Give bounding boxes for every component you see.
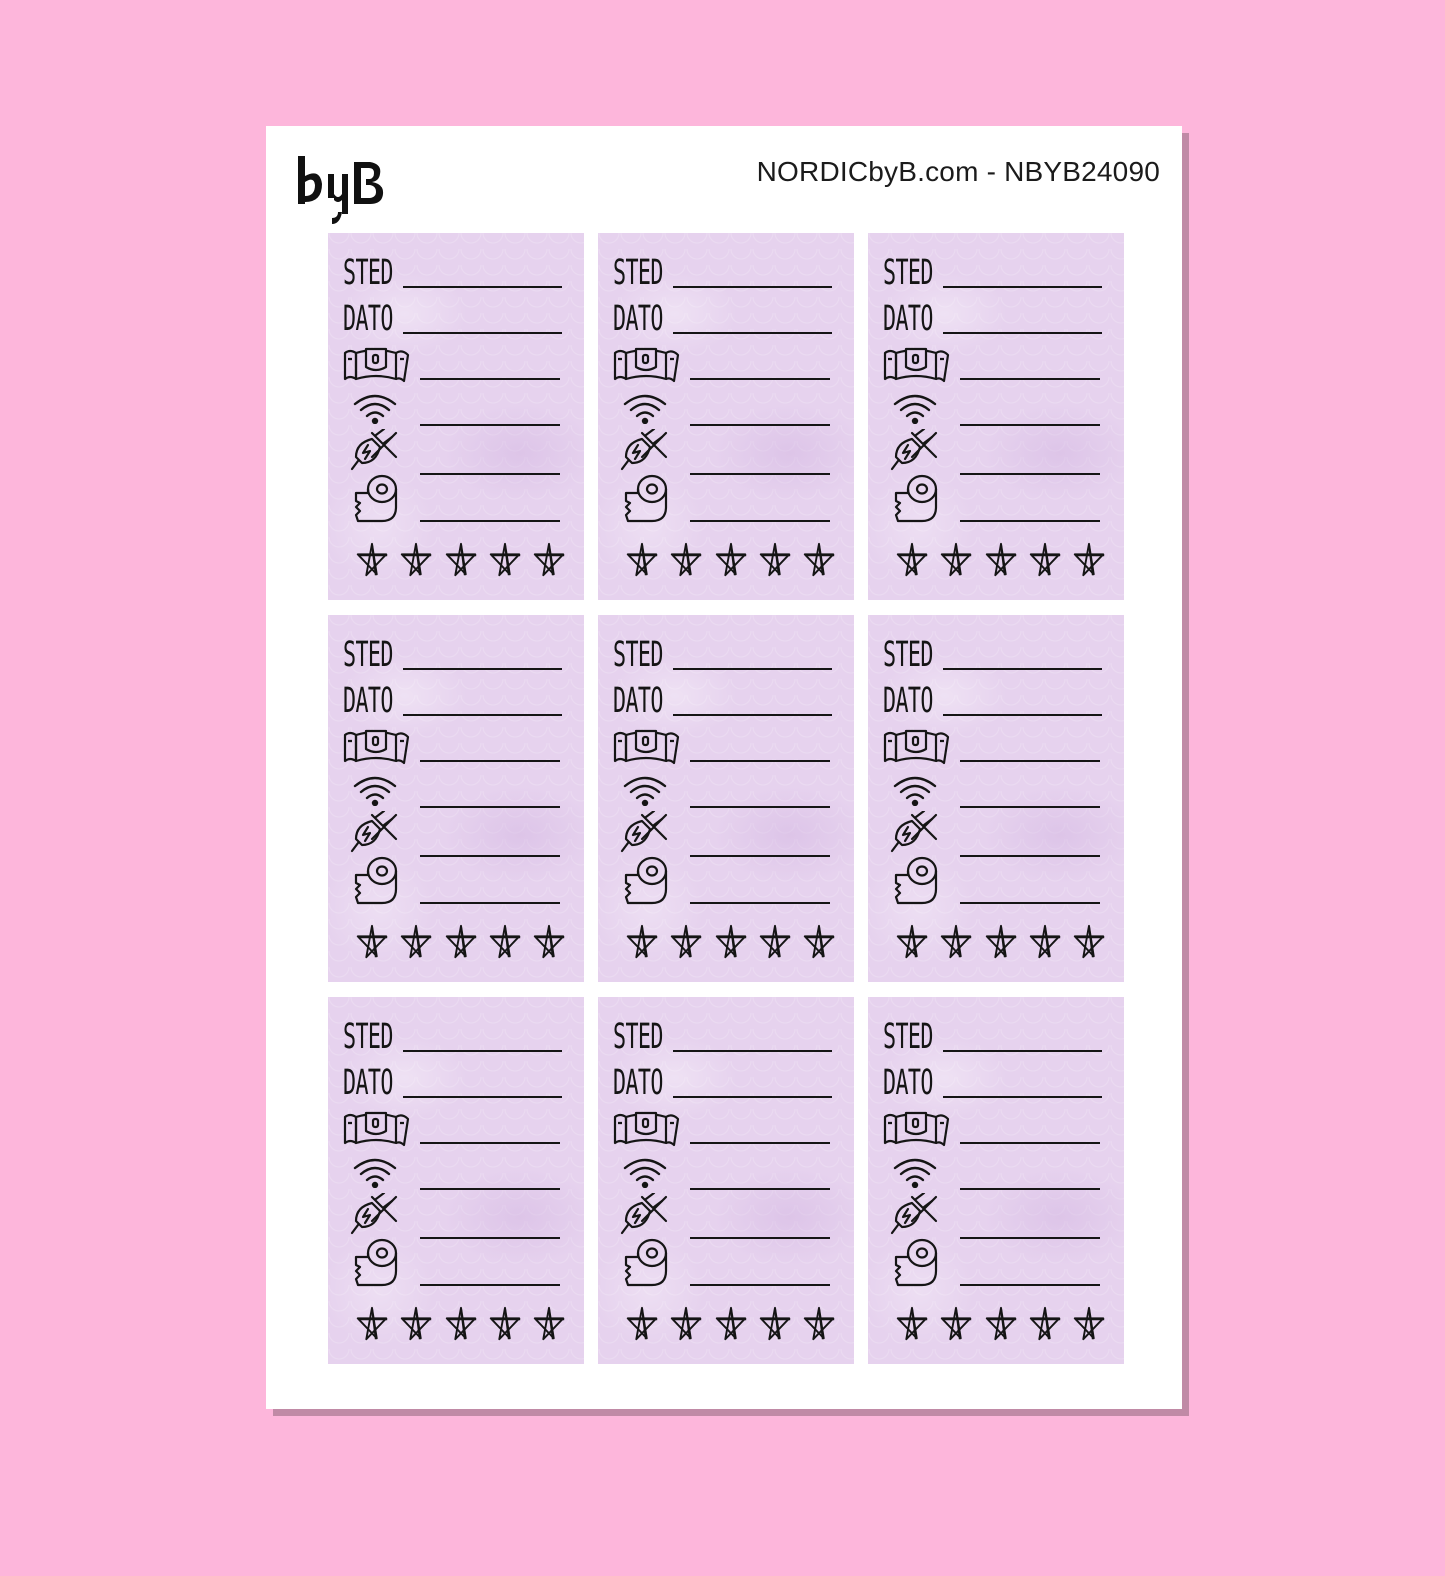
byb-logo: [296, 154, 388, 228]
power-plug-icon: [620, 429, 668, 471]
star-icon: [800, 1305, 838, 1343]
star-icon: [937, 541, 975, 579]
power-plug-icon: [620, 1193, 668, 1235]
sticker-card-1: [328, 233, 584, 600]
money-icon: [342, 727, 410, 767]
star-icon: [353, 1305, 391, 1343]
date-label: DATO: [343, 681, 393, 721]
sticker-card-2: [598, 233, 854, 600]
money-line: [420, 378, 560, 380]
toilet-paper-icon: [352, 473, 400, 527]
place-line: [403, 668, 562, 670]
star-icon: [756, 541, 794, 579]
sticker-card-7: [328, 997, 584, 1364]
star-icon: [530, 1305, 568, 1343]
money-icon: [612, 345, 680, 385]
date-field: [883, 679, 1102, 719]
amenity-icons: [610, 345, 685, 530]
wifi-icon: [622, 774, 668, 806]
power-plug-icon: [350, 1193, 398, 1235]
star-icon: [1070, 541, 1108, 579]
date-label: DATO: [883, 1063, 933, 1103]
amenity-icons: [340, 1109, 415, 1294]
power-line: [690, 1237, 830, 1239]
power-plug-icon: [890, 1193, 938, 1235]
date-line: [403, 714, 562, 716]
star-icon: [756, 1305, 794, 1343]
toilet-line: [960, 902, 1100, 904]
star-icon: [893, 1305, 931, 1343]
power-plug-icon: [620, 811, 668, 853]
star-icon: [623, 541, 661, 579]
place-field: [343, 1015, 562, 1055]
star-icon: [1026, 541, 1064, 579]
star-icon: [800, 923, 838, 961]
star-icon: [353, 541, 391, 579]
money-icon: [882, 727, 950, 767]
toilet-line: [960, 520, 1100, 522]
place-field: [343, 633, 562, 673]
sticker-card-5: [598, 615, 854, 982]
star-icon: [1070, 1305, 1108, 1343]
money-icon: [882, 345, 950, 385]
star-icon: [486, 1305, 524, 1343]
star-icon: [397, 923, 435, 961]
power-line: [690, 473, 830, 475]
place-label: STED: [343, 253, 393, 293]
money-icon: [882, 1109, 950, 1149]
amenity-icons: [340, 727, 415, 912]
date-line: [403, 332, 562, 334]
place-label: STED: [613, 635, 663, 675]
toilet-paper-icon: [892, 1237, 940, 1291]
date-label: DATO: [613, 1063, 663, 1103]
place-field: [343, 251, 562, 291]
date-label: DATO: [343, 1063, 393, 1103]
sticker-card-6: [868, 615, 1124, 982]
date-line: [673, 714, 832, 716]
place-field: [883, 251, 1102, 291]
money-line: [420, 760, 560, 762]
star-icon: [1026, 1305, 1064, 1343]
toilet-paper-icon: [352, 1237, 400, 1291]
place-line: [673, 668, 832, 670]
amenity-icons: [610, 1109, 685, 1294]
date-field: [883, 1061, 1102, 1101]
rating-stars: [353, 1305, 568, 1347]
power-line: [960, 855, 1100, 857]
star-icon: [353, 923, 391, 961]
money-line: [690, 760, 830, 762]
toilet-paper-icon: [892, 473, 940, 527]
star-icon: [982, 541, 1020, 579]
date-field: [343, 679, 562, 719]
rating-stars: [893, 923, 1108, 965]
wifi-line: [960, 424, 1100, 426]
star-icon: [667, 541, 705, 579]
date-field: [613, 297, 832, 337]
star-icon: [442, 1305, 480, 1343]
place-line: [943, 1050, 1102, 1052]
power-line: [420, 473, 560, 475]
star-icon: [893, 923, 931, 961]
date-label: DATO: [883, 681, 933, 721]
star-icon: [623, 1305, 661, 1343]
wifi-icon: [892, 392, 938, 424]
power-line: [960, 473, 1100, 475]
money-icon: [342, 1109, 410, 1149]
money-icon: [612, 1109, 680, 1149]
place-label: STED: [883, 635, 933, 675]
place-line: [943, 668, 1102, 670]
wifi-icon: [892, 774, 938, 806]
toilet-paper-icon: [622, 855, 670, 909]
money-line: [420, 1142, 560, 1144]
star-icon: [1070, 923, 1108, 961]
money-line: [960, 1142, 1100, 1144]
power-plug-icon: [890, 811, 938, 853]
star-icon: [442, 923, 480, 961]
place-line: [673, 1050, 832, 1052]
star-icon: [530, 923, 568, 961]
sticker-card-8: [598, 997, 854, 1364]
place-label: STED: [613, 253, 663, 293]
star-icon: [712, 541, 750, 579]
date-label: DATO: [613, 681, 663, 721]
rating-stars: [353, 923, 568, 965]
amenity-icons: [610, 727, 685, 912]
date-line: [943, 332, 1102, 334]
wifi-line: [420, 1188, 560, 1190]
star-icon: [982, 1305, 1020, 1343]
toilet-paper-icon: [622, 1237, 670, 1291]
money-line: [690, 378, 830, 380]
date-label: DATO: [883, 299, 933, 339]
power-line: [690, 855, 830, 857]
power-line: [420, 855, 560, 857]
place-line: [673, 286, 832, 288]
date-line: [403, 1096, 562, 1098]
star-icon: [1026, 923, 1064, 961]
power-line: [960, 1237, 1100, 1239]
place-field: [883, 1015, 1102, 1055]
star-icon: [623, 923, 661, 961]
star-icon: [397, 1305, 435, 1343]
date-field: [883, 297, 1102, 337]
wifi-line: [960, 806, 1100, 808]
star-icon: [397, 541, 435, 579]
wifi-icon: [892, 1156, 938, 1188]
sticker-card-9: [868, 997, 1124, 1364]
rating-stars: [623, 1305, 838, 1347]
date-field: [613, 679, 832, 719]
wifi-icon: [352, 1156, 398, 1188]
rating-stars: [623, 541, 838, 583]
date-line: [673, 1096, 832, 1098]
place-label: STED: [343, 1017, 393, 1057]
rating-stars: [893, 1305, 1108, 1347]
star-icon: [800, 541, 838, 579]
toilet-line: [420, 520, 560, 522]
date-label: DATO: [343, 299, 393, 339]
date-line: [673, 332, 832, 334]
toilet-paper-icon: [352, 855, 400, 909]
place-field: [613, 251, 832, 291]
place-label: STED: [883, 253, 933, 293]
amenity-icons: [880, 345, 955, 530]
power-line: [420, 1237, 560, 1239]
star-icon: [893, 541, 931, 579]
sheet-code: NORDICbyB.com - NBYB24090: [756, 156, 1160, 187]
place-label: STED: [883, 1017, 933, 1057]
wifi-line: [420, 806, 560, 808]
toilet-line: [690, 902, 830, 904]
place-line: [403, 286, 562, 288]
wifi-line: [690, 1188, 830, 1190]
star-icon: [486, 923, 524, 961]
place-field: [613, 633, 832, 673]
star-icon: [667, 923, 705, 961]
wifi-icon: [622, 392, 668, 424]
date-field: [343, 1061, 562, 1101]
place-line: [943, 286, 1102, 288]
date-label: DATO: [613, 299, 663, 339]
toilet-line: [420, 1284, 560, 1286]
amenity-icons: [880, 1109, 955, 1294]
power-plug-icon: [350, 811, 398, 853]
wifi-icon: [352, 392, 398, 424]
wifi-line: [690, 424, 830, 426]
toilet-line: [960, 1284, 1100, 1286]
star-icon: [712, 923, 750, 961]
money-icon: [342, 345, 410, 385]
rating-stars: [893, 541, 1108, 583]
rating-stars: [623, 923, 838, 965]
sticker-card-4: [328, 615, 584, 982]
star-icon: [712, 1305, 750, 1343]
toilet-paper-icon: [892, 855, 940, 909]
place-line: [403, 1050, 562, 1052]
sticker-card-3: [868, 233, 1124, 600]
star-icon: [937, 1305, 975, 1343]
rating-stars: [353, 541, 568, 583]
star-icon: [937, 923, 975, 961]
wifi-line: [690, 806, 830, 808]
wifi-icon: [622, 1156, 668, 1188]
place-label: STED: [613, 1017, 663, 1057]
place-label: STED: [343, 635, 393, 675]
place-field: [613, 1015, 832, 1055]
date-field: [343, 297, 562, 337]
star-icon: [530, 541, 568, 579]
toilet-line: [690, 1284, 830, 1286]
star-icon: [667, 1305, 705, 1343]
sticker-sheet: [266, 126, 1182, 1409]
amenity-icons: [880, 727, 955, 912]
money-line: [960, 378, 1100, 380]
power-plug-icon: [890, 429, 938, 471]
toilet-line: [420, 902, 560, 904]
amenity-icons: [340, 345, 415, 530]
money-line: [690, 1142, 830, 1144]
wifi-icon: [352, 774, 398, 806]
power-plug-icon: [350, 429, 398, 471]
toilet-line: [690, 520, 830, 522]
date-line: [943, 714, 1102, 716]
sticker-grid: [328, 233, 1124, 1364]
star-icon: [442, 541, 480, 579]
wifi-line: [420, 424, 560, 426]
star-icon: [486, 541, 524, 579]
toilet-paper-icon: [622, 473, 670, 527]
star-icon: [982, 923, 1020, 961]
place-field: [883, 633, 1102, 673]
date-field: [613, 1061, 832, 1101]
wifi-line: [960, 1188, 1100, 1190]
money-icon: [612, 727, 680, 767]
date-line: [943, 1096, 1102, 1098]
star-icon: [756, 923, 794, 961]
money-line: [960, 760, 1100, 762]
